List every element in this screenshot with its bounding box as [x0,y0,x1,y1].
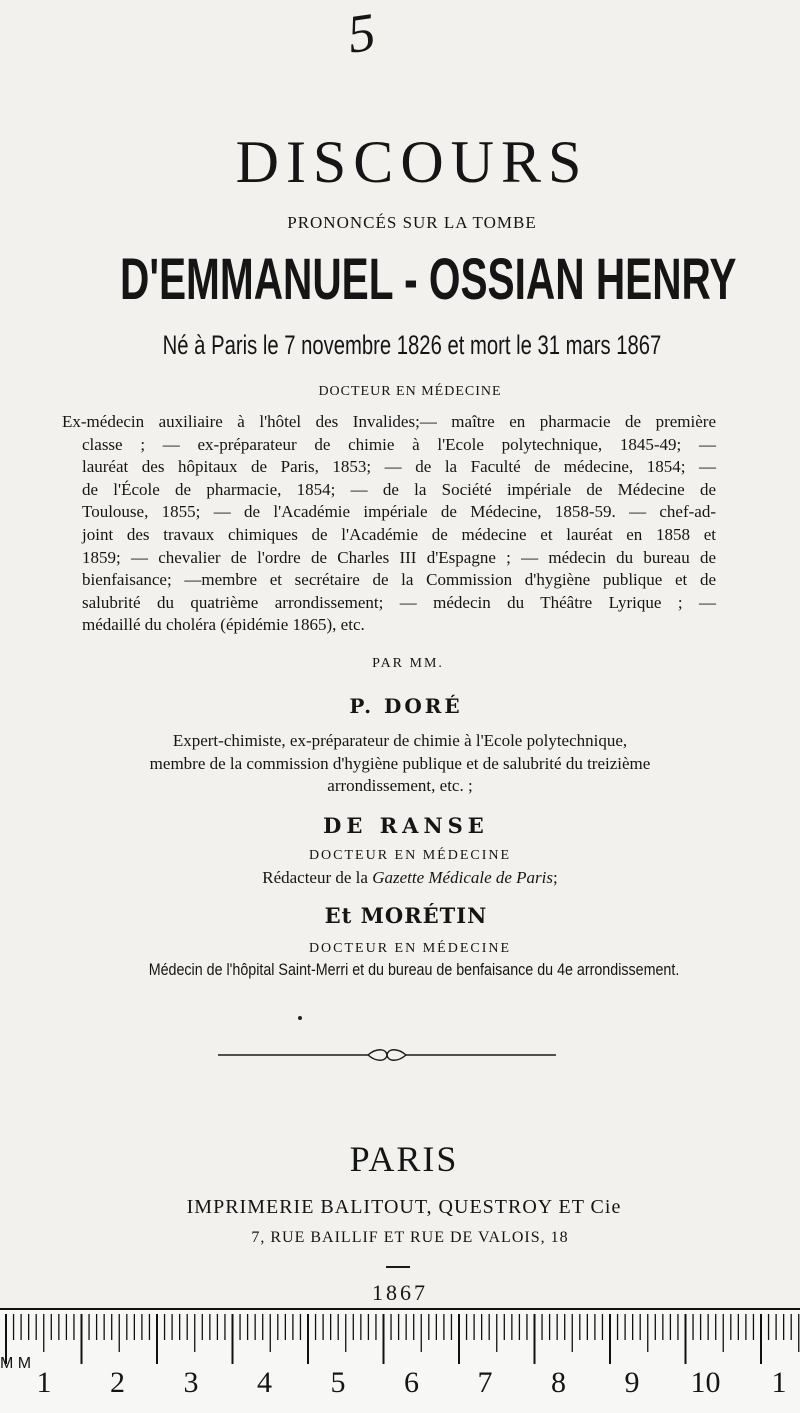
deceased-name: D'EMMANUEL - OSSIAN HENRY [120,247,737,312]
ruler-unit-label: M M [0,1355,32,1372]
imprint-address: 7, RUE BAILLIF ET RUE DE VALOIS, 18 [251,1229,569,1246]
bio-line: salubrité du quatrième arrondissement; — médecin du Théâtre Lyrique ; — [82,592,716,612]
deceased-degree: DOCTEUR EN MÉDECINE [318,384,502,399]
bio-line: médaillé du choléra (épidémie 1865), etc. [82,615,365,635]
bio-line: joint des travaux chimiques de l'Académie de médecine et lauréat en 1858 et [82,524,716,544]
author-dore-desc-line: Expert-chimiste, ex-préparateur de chimie à l'Ecole polytechnique, [172,731,628,750]
ranse-desc-prefix: Rédacteur de la [262,868,373,887]
imprint-printer: IMPRIMERIE BALITOUT, QUESTROY ET Cie [186,1196,622,1218]
bio-line: Ex-médecin auxiliaire à l'hôtel des Invalides;— maître en pharmacie de première [62,412,716,431]
by-label: PAR MM. [372,656,444,671]
author-ranse-name: DE RANSE [323,813,489,838]
ruler-number: 3 [183,1366,199,1399]
bio-line: 1859; — chevalier de l'ordre de Charles III d'Espagne ; — médecin du bureau de [82,547,716,567]
ruler-number: 2 [110,1366,125,1399]
author-dore-desc-line: arrondissement, etc. ; [327,776,473,796]
ink-speck [298,1016,302,1020]
bio-line: de l'École de pharmacie, 1854; — de la Société impériale de Médecine de [82,479,716,499]
ranse-journal: Gazette Médicale de Paris [372,868,554,887]
author-dore-desc-line: membre de la commission d'hygiène publique et de salubrité du treizième [149,753,651,773]
author-moretin-name: Et MORÉTIN [324,903,488,928]
author-dore-name: P. DORÉ [349,694,463,718]
biography [62,411,716,637]
bio-line: Toulouse, 1855; — de l'Académie impériale de Médecine, 1858-59. — chef-ad- [82,502,716,522]
ruler-number: 8 [551,1366,566,1399]
author-moretin-degree: DOCTEUR EN MÉDECINE [308,941,512,956]
ruler-number: 4 [257,1366,272,1399]
life-dates: Né à Paris le 7 novembre 1826 et mort le 31 mars 1867 [162,330,662,360]
ruler-number: 5 [330,1366,346,1399]
author-ranse-degree: DOCTEUR EN MÉDECINE [308,848,512,863]
measurement-ruler [0,1308,800,1413]
ruler-number: 10 [690,1366,721,1399]
ruler-number: 9 [624,1366,640,1399]
ruler-ticks [0,1310,800,1370]
imprint-year: 1867 [372,1280,428,1305]
bio-line: bienfaisance; —membre et secrétaire de la Commission d'hygiène publique et de [82,570,716,590]
short-rule [386,1266,410,1268]
ruler-number: 7 [477,1366,493,1399]
handwritten-page-number: 5 [343,1,380,65]
ornamental-rule [218,1045,556,1065]
ruler-number: 6 [404,1366,419,1399]
ruler-number: 1 [36,1366,52,1399]
author-ranse-description [10,868,800,888]
bio-line: classe ; — ex-préparateur de chimie à l'Ecole polytechnique, 1845-49; — [82,434,716,454]
bio-line: lauréat des hôpitaux de Paris, 1853; — de la Faculté de médecine, 1854; — [82,457,716,477]
ruler-number: 1 [771,1366,787,1399]
document-subtitle: PRONONCÉS SUR LA TOMBE [287,213,537,232]
ranse-desc-suffix: ; [553,868,558,887]
author-dore-description [0,730,800,798]
document-title: DISCOURS [235,129,589,195]
author-moretin-description: Médecin de l'hôpital Saint-Merri et du bureau de benfaisance du 4e arrondissement. [148,960,680,979]
imprint-city: PARIS [349,1139,459,1179]
